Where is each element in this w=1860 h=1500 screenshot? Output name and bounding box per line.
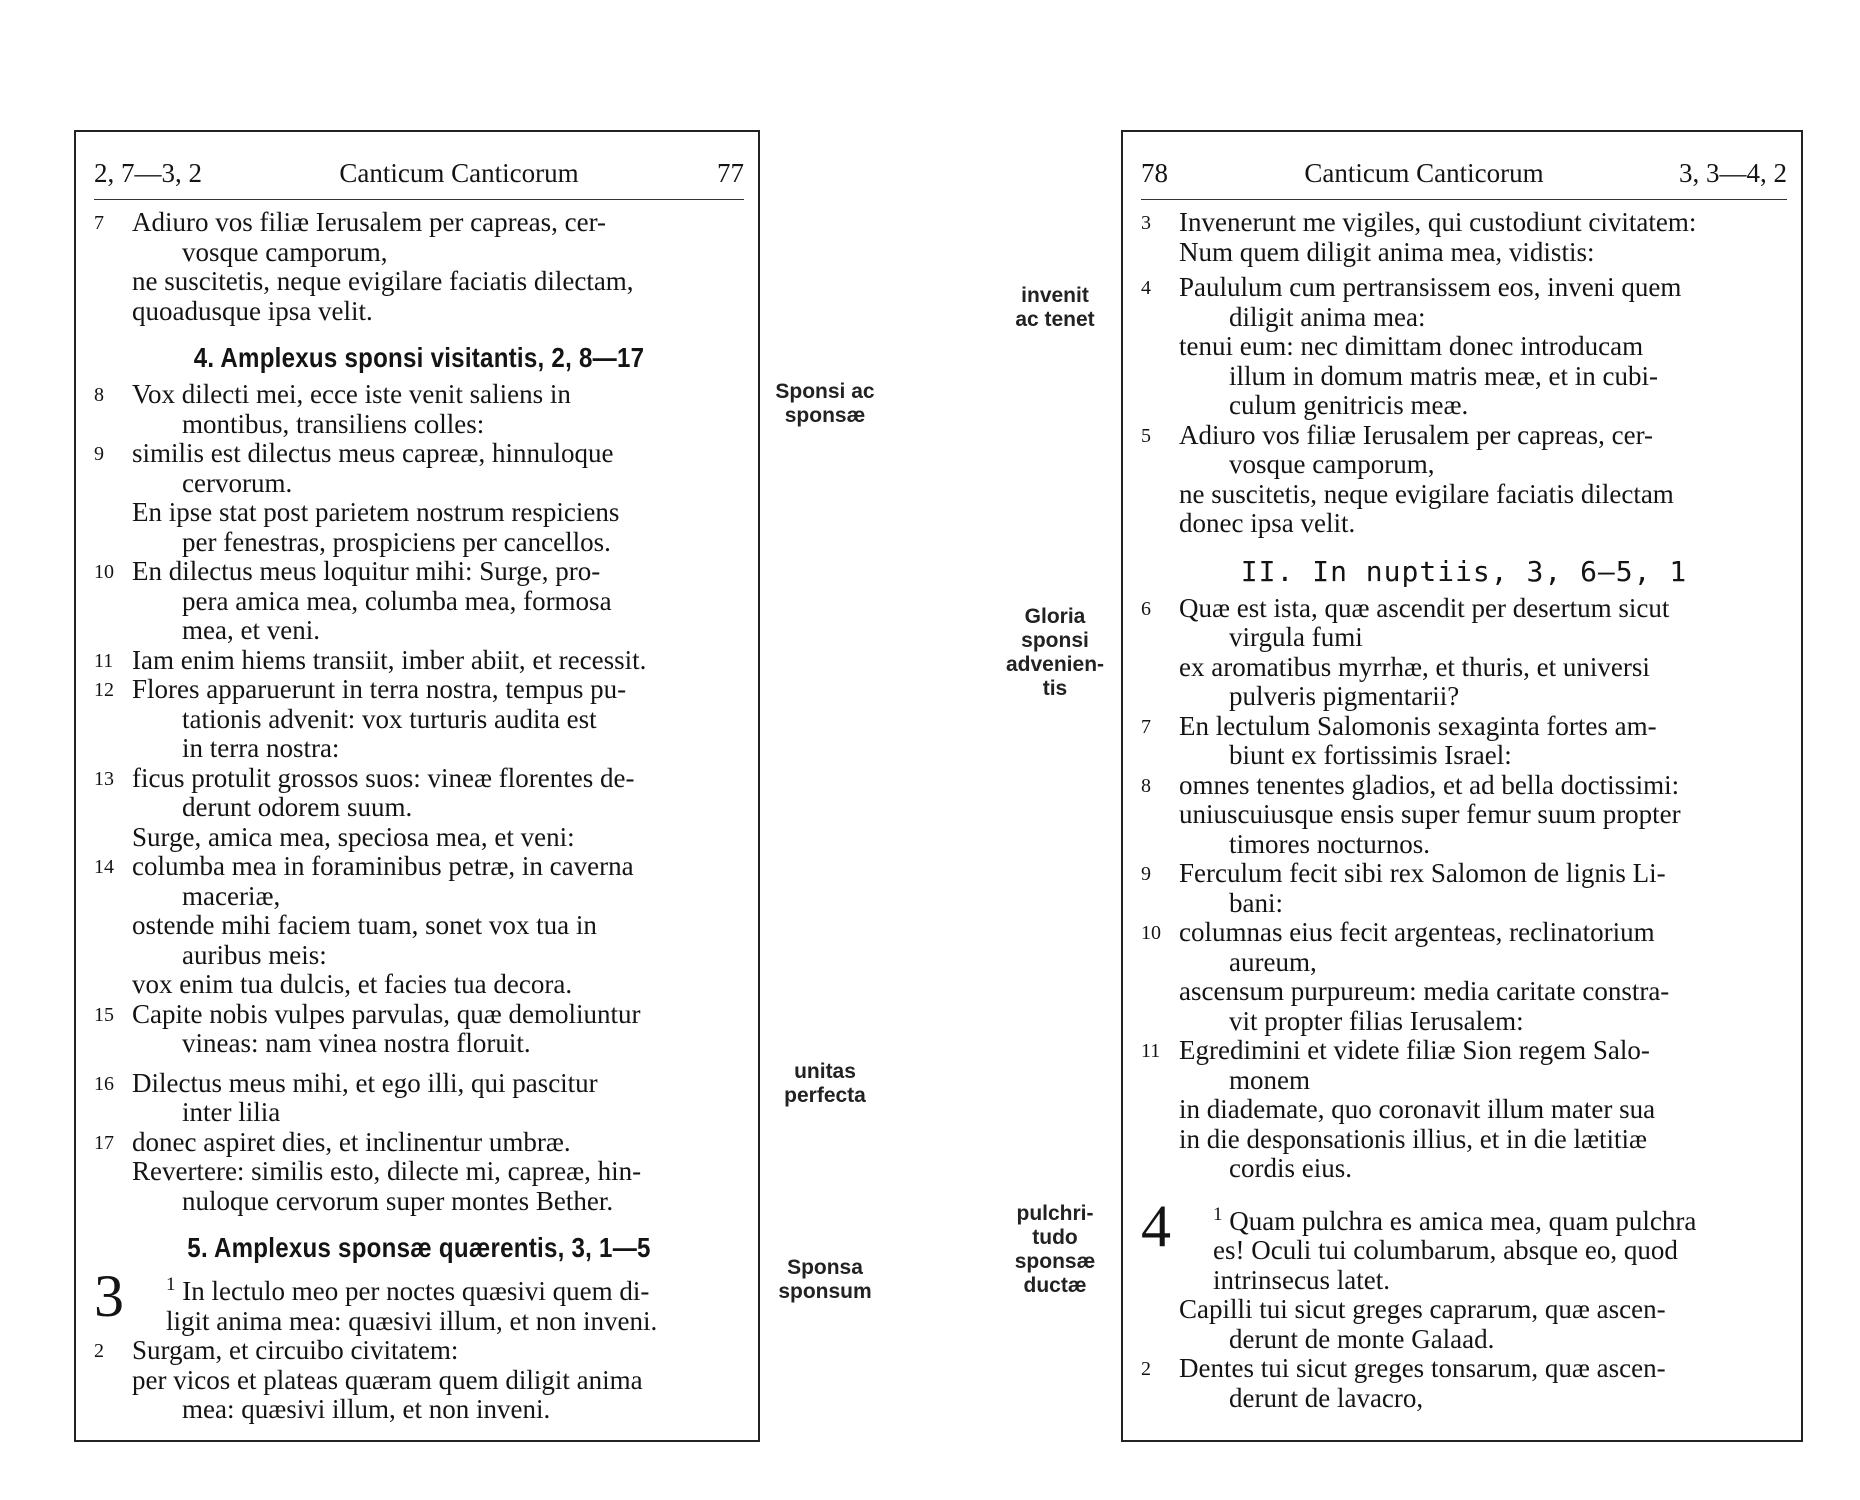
verse-number: 8 [1141,774,1151,797]
verse-line: virgula fumi [1229,622,1363,652]
verse-line: Surge, amica mea, speciosa mea, et veni: [132,821,575,852]
left-page [74,130,760,1442]
verse-line: ligit anima mea: quæsivi illum, et non inveni. [166,1305,658,1336]
margin-note-line: sponsi [1021,629,1089,652]
verse-line: mea, et veni. [182,615,320,645]
margin-note-line: perfecta [784,1084,866,1107]
margin-note-gloria-sponsi [990,605,1120,701]
verse-line: timores nocturnos. [1229,828,1430,859]
verse-line: culum genitricis meæ. [1229,390,1469,420]
verse-number: 16 [94,1072,114,1095]
verse-line: similis est dilectus meus capreæ, hinnuloque [132,438,614,468]
verse-line: Egredimini et videte filiæ Sion regem Salo- [1179,1035,1650,1065]
verse-line: columnas eius fecit argenteas, reclinatorium [1179,917,1655,947]
verse-line: es! Oculi tui columbarum, absque eo, quod [1213,1235,1678,1265]
verse-line: diligit anima mea: [1229,301,1426,332]
chapter-reference: 3, 3—4, 2 [1679,158,1787,188]
margin-note-line: sponsum [778,1280,872,1303]
verse-line: per fenestras, prospiciens per cancellos. [182,526,611,557]
verse-line: cervorum. [182,467,293,498]
verse-line: derunt de lavacro, [1229,1382,1424,1413]
verse-line: quoadusque ipsa velit. [132,295,373,326]
verse-3-8 [1141,771,1787,860]
verse-number: 1 [166,1274,176,1295]
margin-note-line: tudo [1032,1226,1078,1249]
verse-3-2 [94,1336,744,1425]
verse-line: In lectulo meo per noctes quæsivi quem di- [182,1276,650,1306]
book-title: Canticum Canticorum [339,158,579,188]
verse-number: 14 [94,856,114,878]
verse-line: in die desponsationis illius, et in die lætitiæ [1179,1123,1647,1154]
verse-line: donec ipsa velit. [1179,508,1356,538]
verse-number: 2 [94,1340,104,1362]
verse-number: 7 [94,212,104,234]
verse-line: Iam enim hiems transiit, imber abiit, et recessit. [132,644,647,675]
verse-line: pulveris pigmentarii? [1229,681,1460,711]
margin-note-line: Sponsa [787,1256,863,1279]
verse-line: Dilectus meus mihi, et ego illi, qui pascitur [132,1067,598,1098]
margin-note-line: ac tenet [1015,308,1095,331]
verse-line: vit propter filias Ierusalem: [1229,1005,1524,1036]
verse-2-9 [94,439,744,557]
verse-number: 12 [94,679,114,701]
verse-2-16 [94,1069,744,1128]
verse-number: 8 [94,384,104,406]
verse-2-12 [94,675,744,764]
verse-line: vox enim tua dulcis, et facies tua decora. [132,969,573,999]
verse-line: bani: [1229,887,1283,918]
verse-2-15 [94,1000,744,1059]
verse-line: Num quem diligit anima mea, vidistis: [1179,236,1595,267]
verse-3-3 [1141,208,1787,267]
verse-line: auribus meis: [182,939,327,970]
verse-line: Quam pulchra es amica mea, quam pulchra [1229,1205,1697,1236]
verse-3-4 [1141,273,1787,421]
margin-note-unitas-perfecta [760,1060,890,1108]
margin-note-line: ductæ [1023,1274,1087,1297]
verse-3-5 [1141,421,1787,539]
verse-number: 5 [1141,424,1151,447]
verse-3-11 [1141,1036,1787,1184]
verse-number: 4 [1141,277,1151,299]
section-heading-5: 5. Amplexus sponsæ quærentis, 3, 1—5 [187,1232,651,1263]
verse-line: Flores apparuerunt in terra nostra, tempus pu- [132,674,627,704]
verse-line: derunt de monte Galaad. [1229,1323,1495,1354]
verse-number: 1 [1213,1203,1223,1225]
margin-note-pulchritudo [990,1202,1120,1298]
verse-number: 15 [94,1003,114,1026]
page-number: 78 [1141,158,1168,188]
verse-line: Paululum cum pertransissem eos, inveni quem [1179,272,1682,302]
verse-line: omnes tenentes gladios, et ad bella doctissimi: [1179,769,1680,800]
verse-line: vosque camporum, [1229,449,1435,479]
verse-line: illum in domum matris meæ, et in cubi- [1229,360,1658,391]
verse-line: Adiuro vos filiæ Ierusalem per capreas, cer- [1179,419,1654,450]
verse-line: columba mea in foraminibus petræ, in caverna [132,851,634,881]
margin-note-invenit-ac-tenet [990,284,1120,332]
verse-line: Dentes tui sicut greges tonsarum, quæ ascen- [1179,1353,1666,1383]
verse-line: uniuscuiusque ensis super femur suum propter [1179,799,1681,829]
verse-number: 6 [1141,597,1151,620]
verse-number: 9 [94,443,104,465]
verse-line: En dilectus meus loquitur mihi: Surge, pro- [132,556,601,586]
verse-3-7 [1141,712,1787,771]
verse-line: maceriæ, [182,880,281,911]
verse-line: ascensum purpureum: media caritate constra- [1179,976,1670,1006]
section-heading-II: II. In nuptiis, 3, 6—5, 1 [1240,554,1688,588]
verse-2-10 [94,557,744,646]
margin-note-line: unitas [794,1060,856,1083]
verse-line: tenui eum: nec dimittam donec introducam [1179,331,1644,361]
section-heading-4: 4. Amplexus sponsi visitantis, 2, 8—17 [193,342,645,373]
verse-4-1 [1141,1192,1787,1355]
verse-line: biunt ex fortissimis Israel: [1229,740,1512,770]
margin-note-line: invenit [1021,284,1089,307]
margin-note-line: advenien- [1005,653,1105,676]
verse-line: aureum, [1229,946,1317,977]
chapter-number-3: 3 [94,1263,124,1329]
verse-line: montibus, transiliens colles: [182,408,485,439]
verse-line: Ferculum fecit sibi rex Salomon de lignis Li- [1179,858,1666,888]
verse-line: per vicos et plateas quæram quem diligit anima [132,1364,643,1395]
verse-line: in terra nostra: [182,733,340,763]
verse-2-8 [94,380,744,439]
verse-2-7 [94,208,744,326]
margin-note-sponsa-sponsum [760,1256,890,1304]
verse-3-9 [1141,859,1787,918]
verse-line: nuloque cervorum super montes Bether. [182,1185,614,1216]
chapter-number-4: 4 [1141,1192,1171,1259]
verse-line: Capilli tui sicut greges caprarum, quæ ascen- [1179,1294,1666,1324]
margin-note-line: pulchri- [1016,1202,1094,1225]
verse-line: intrinsecus latet. [1213,1264,1390,1295]
verse-line: ficus protulit grossos suos: vineæ florentes de- [132,762,635,793]
verse-line: ne suscitetis, neque evigilare faciatis dilectam, [132,266,634,296]
verse-number: 7 [1141,715,1151,738]
verse-line: Capite nobis vulpes parvulas, quæ demoliuntur [132,998,641,1029]
right-page [1121,130,1803,1442]
verse-2-17 [94,1128,744,1217]
verse-line: donec aspiret dies, et inclinentur umbræ. [132,1126,571,1157]
verse-number: 10 [1141,922,1161,944]
verse-number: 11 [94,649,114,672]
chapter-reference: 2, 7—3, 2 [94,158,202,188]
verse-number: 2 [1141,1358,1151,1380]
verse-line: vosque camporum, [182,236,388,267]
verse-number: 3 [1141,212,1151,234]
verse-2-11 [94,646,744,676]
verse-line: En ipse stat post parietem nostrum respiciens [132,497,620,527]
verse-line: in diademate, quo coronavit illum mater sua [1179,1094,1656,1124]
verse-3-6 [1141,594,1787,712]
verse-line: Quæ est ista, quæ ascendit per desertum sicut [1179,592,1670,623]
verse-3-1 [94,1263,744,1336]
margin-note-line: Sponsi ac [775,380,875,403]
verse-line: vineas: nam vinea nostra floruit. [182,1028,531,1058]
verse-line: Surgam, et circuibo civitatem: [132,1335,459,1365]
verse-number: 11 [1141,1040,1161,1062]
verse-line: derunt odorem suum. [182,792,413,822]
running-head-left [94,144,744,200]
verse-line: inter lilia [182,1097,281,1127]
verse-line: Revertere: similis esto, dilecte mi, capreæ, hin- [132,1156,642,1186]
verse-line: ostende mihi faciem tuam, sonet vox tua in [132,910,597,940]
verse-line: ne suscitetis, neque evigilare faciatis dilectam [1179,478,1674,509]
verse-line: pera amica mea, columba mea, formosa [182,585,612,616]
verse-line: Invenerunt me vigiles, qui custodiunt civitatem: [1179,207,1697,237]
verse-2-13 [94,764,744,853]
verse-line: Adiuro vos filiæ Ierusalem per capreas, cer- [132,207,607,237]
verse-line: mea: quæsivi illum, et non inveni. [182,1394,551,1424]
verse-line: tationis advenit: vox turturis audita est [182,703,597,734]
verse-line: En lectulum Salomonis sexaginta fortes am- [1179,710,1657,741]
verse-number: 17 [94,1131,114,1154]
verse-number: 10 [94,561,114,583]
verse-line: Vox dilecti mei, ecce iste venit saliens in [132,379,571,409]
verse-2-14 [94,852,744,1000]
verse-number: 13 [94,767,114,790]
verse-line: cordis eius. [1229,1153,1352,1183]
verse-line: monem [1229,1064,1310,1095]
margin-note-line: Gloria [1024,605,1086,628]
margin-note-line: tis [1042,677,1068,700]
margin-note-line: sponsæ [1014,1250,1096,1273]
margin-note-line: sponsæ [784,404,866,427]
verse-3-10 [1141,918,1787,1036]
verse-4-2 [1141,1354,1787,1413]
margin-note-sponsi-ac-sponsae [760,380,890,428]
verse-number: 9 [1141,863,1151,885]
page-number: 77 [717,158,744,188]
book-title: Canticum Canticorum [1304,158,1544,188]
verse-line: ex aromatibus myrrhæ, et thuris, et universi [1179,651,1650,682]
running-head-right [1141,144,1787,200]
